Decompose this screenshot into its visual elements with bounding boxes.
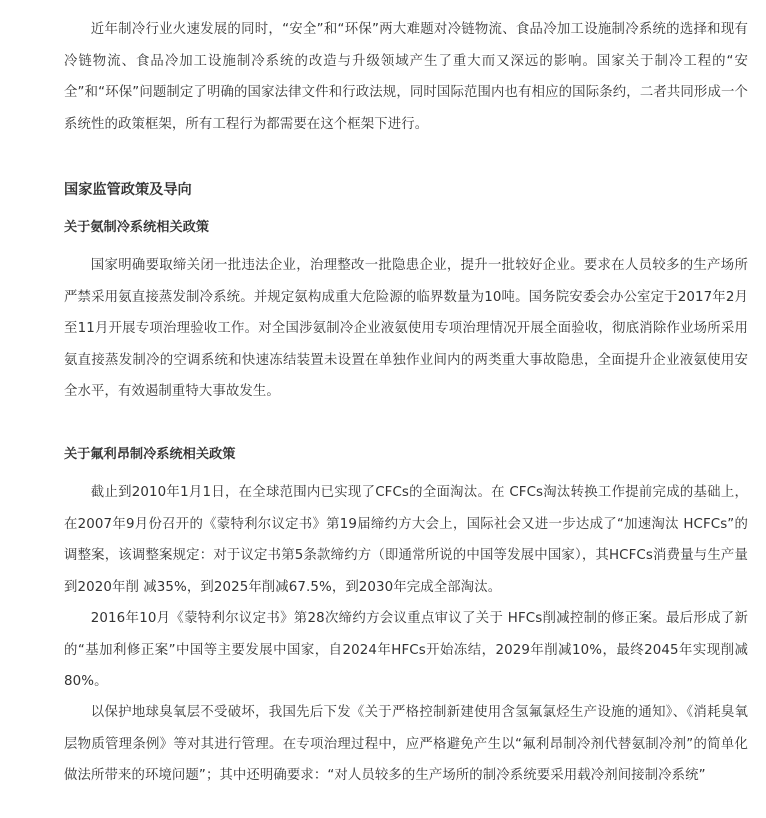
ammonia-heading: 关于氨制冷系统相关政策 (64, 220, 210, 235)
freon-paragraph-3: 以保护地球臭氧层不受破坏，我国先后下发《关于严格控制新建使用含氢氟氯烃生产设施的通知》、《消耗臭氧层物质管理条例》等对其进行管理。在专项治理过程中，应严格避免产生以“氟利昂制冷剂代替氨制冷剂”的简单化做法所带来的环境问题”；其中还明确要求：“对人员较多的生产场所的制冷系统要采用载冷剂间接制冷系统” (64, 705, 748, 784)
ammonia-paragraph: 国家明确要取缔关闭一批违法企业，治理整改一批隐患企业，提升一批较好企业。要求在人员较多的生产场所严禁采用氨直接蒸发制冷系统。并规定氨构成重大危险源的临界数量为10吨。国务院安委会办公室定于2017年2月至11月开展专项治理验收工作。对全国涉氨制冷企业液氨使用专项治理情况开展全面验收，彻底消除作业场所采用氨直接蒸发制冷的空调系统和快速冻结装置未设置在单独作业间内的两类重大事故隐患，全面提升企业液氨使用安全水平，有效遏制重特大事故发生。 (64, 258, 748, 400)
freon-paragraph-2: 2016年10月《蒙特利尔议定书》第28次缔约方会议重点审议了关于 HFCs削减控制的修正案。最后形成了新的“基加利修正案”中国等主要发展中国家，自2024年HFCs开始冻结，2029年削减10%，最终2045年实现削减80%。 (64, 611, 748, 690)
freon-heading: 关于氟利昂制冷系统相关政策 (64, 447, 236, 462)
intro-paragraph: 近年制冷行业火速发展的同时，“安全”和“环保”两大难题对冷链物流、食品冷加工设施制冷系统的选择和现有冷链物流、食品冷加工设施制冷系统的改造与升级领域产生了重大而又深远的影响。国家关于制冷工程的“安全”和“环保”问题制定了明确的国家法律文件和行政法规，同时国际范围内也有相应的国际条约，二者共同形成一个系统性的政策框架，所有工程行为都需要在这个框架下进行。 (64, 22, 748, 132)
section-heading: 国家监管政策及导向 (64, 182, 192, 198)
freon-paragraph-1: 截止到2010年1月1日，在全球范围内已实现了CFCs的全面淘汰。在 CFCs淘汰转换工作提前完成的基础上，在2007年9月份召开的《蒙特利尔议定书》第19届缔约方大会上，国际社会又进一步达成了“加速淘汰 HCFCs”的调整案，该调整案规定：对于议定书第5条款缔约方（即通常所说的中国等发展中国家），其HCFCs消费量与生产量到2020年削 减35%，到2025年削减67.5%，到2030年完成全部淘汰。 (64, 485, 748, 595)
